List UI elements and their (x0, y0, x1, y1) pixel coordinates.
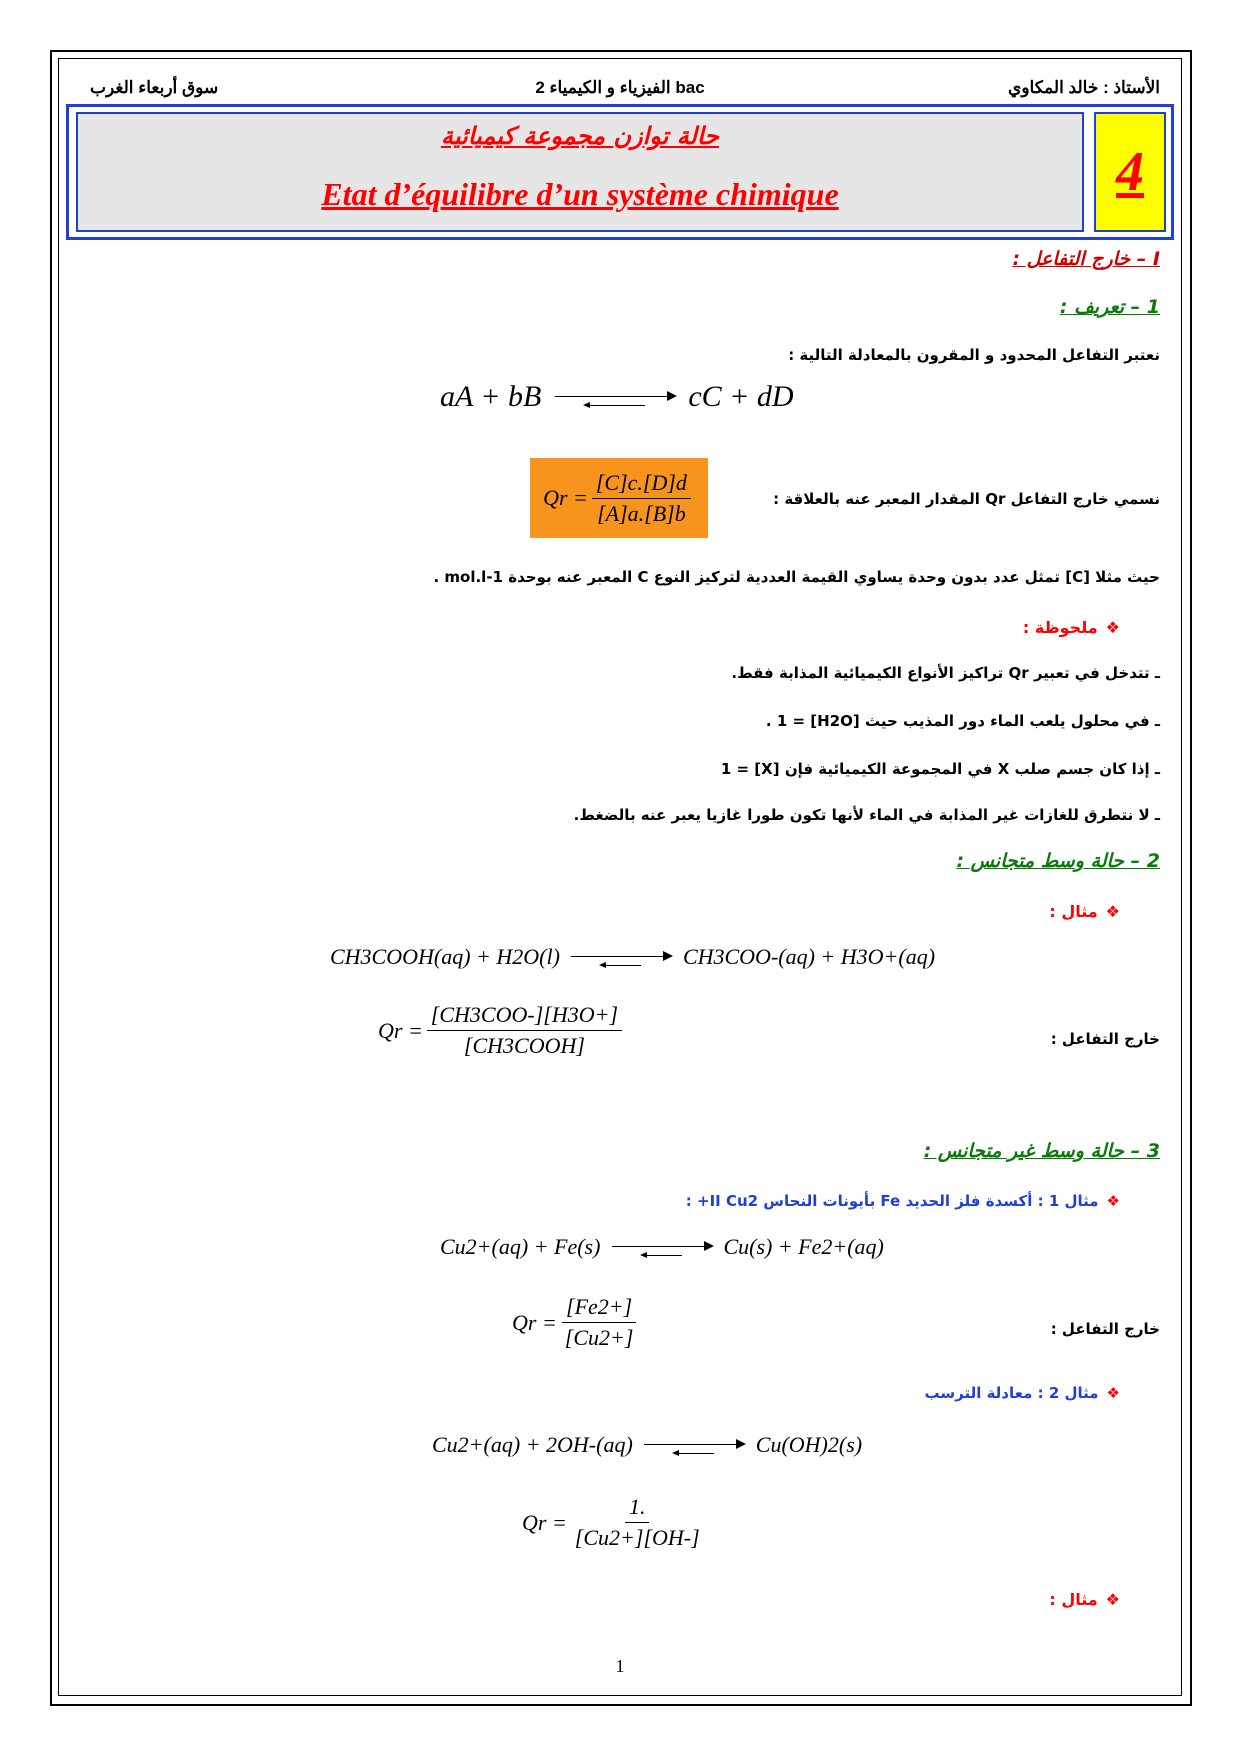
school-name: سوق أربعاء الغرب (90, 78, 219, 97)
general-equation-rhs: cC + dD (688, 380, 794, 413)
title-arabic: حالة توازن مجموعة كيميائية (440, 122, 720, 150)
qr-label: خارج التفاعل : (1050, 1320, 1160, 1338)
acetic-qr-lhs: Qr = (378, 1017, 423, 1043)
equilibrium-arrow-icon (555, 389, 675, 409)
acetic-qr-denominator: [CH3COOH] (463, 1033, 585, 1058)
iron-qr-denominator: [Cu2+] (564, 1325, 634, 1350)
precipitation-qr-denominator: [Cu2+][OH-] (574, 1525, 700, 1550)
title-french: Etat d’équilibre d’un système chimique (321, 176, 839, 212)
acetic-equation-rhs: CH3COO-(aq) + H3O+(aq) (682, 944, 936, 969)
lesson-number: 4 (1116, 141, 1144, 203)
precipitation-qr-lhs: Qr = (522, 1509, 567, 1535)
subject-level: الفيزياء و الكيمياء 2 bac (535, 78, 705, 97)
iron-qr-fraction (561, 1294, 638, 1351)
acetic-equation-lhs: CH3COOH(aq) + H2O(l) (330, 944, 560, 969)
note-item: ـ إذا كان جسم صلب X في المجموعة الكيميائية فإن [X] = 1 (720, 760, 1160, 778)
precipitation-equation (432, 1432, 862, 1458)
page-number: 1 (615, 1656, 625, 1676)
diamond-bullet-icon: ❖ (1105, 618, 1120, 637)
iron-qr-formula (512, 1294, 641, 1351)
diamond-bullet-icon: ❖ (1105, 902, 1120, 921)
note-item: ـ لا نتطرق للغازات غير المذابة في الماء لأنها تكون طورا غازيا يعبر عنه بالضغط. (573, 806, 1160, 824)
qr-formula-denominator: [A]a.[B]b (597, 500, 686, 526)
intro-text: نعتبر التفاعل المحدود و المقرون بالمعادلة التالية : (788, 346, 1160, 364)
qr-definition-text: نسمي خارج التفاعل Qr المقدار المعبر عنه بالعلاقة : (773, 490, 1160, 508)
equilibrium-arrow-icon (644, 1437, 744, 1457)
iron-equation-lhs: Cu2+(aq) + Fe(s) (440, 1234, 601, 1259)
subsection-heading-homogeneous: 2 – حالة وسط متجانس : (956, 850, 1160, 872)
note-item: ـ في محلول يلعب الماء دور المذيب حيث [H2O] = 1 . (765, 712, 1160, 730)
general-equation-lhs: aA + bB (440, 380, 542, 413)
acetic-qr-formula (378, 1002, 626, 1059)
diamond-bullet-icon: ❖ (1106, 1192, 1120, 1210)
example3-heading: ❖مثال : (1049, 1590, 1120, 1609)
example-heading: ❖مثال : (1049, 902, 1120, 921)
section-heading-reaction-quotient: I – خارج التفاعل : (1012, 248, 1160, 270)
subsection-heading-definition: 1 – تعريف : (1059, 296, 1160, 318)
qr-formula-fraction (592, 470, 691, 527)
qr-label: خارج التفاعل : (1050, 1030, 1160, 1048)
subsection-heading-heterogeneous: 3 – حالة وسط غير متجانس : (923, 1140, 1160, 1162)
equilibrium-arrow-icon (612, 1239, 712, 1259)
note-item: ـ تتدخل في تعبير Qr تراكيز الأنواع الكيميائية المذابة فقط. (731, 664, 1160, 682)
teacher-name: الأستاذ : خالد المكاوي (1008, 78, 1160, 97)
iron-qr-numerator: [Fe2+] (562, 1294, 636, 1323)
qr-formula-box (530, 458, 708, 538)
iron-equation-rhs: Cu(s) + Fe2+(aq) (723, 1234, 884, 1259)
lesson-number-box (1094, 112, 1166, 232)
diamond-bullet-icon: ❖ (1105, 1590, 1120, 1609)
precipitation-qr-fraction (571, 1494, 704, 1551)
concentration-text: حيث مثلا [C] تمثل عدد بدون وحدة يساوي القيمة العددية لتركيز النوع C المعبر عنه بوحدة mol.l-1 . (433, 568, 1160, 586)
acetic-qr-fraction (427, 1002, 622, 1059)
acetic-acid-equation (330, 944, 935, 970)
acetic-qr-numerator: [CH3COO-][H3O+] (427, 1002, 622, 1031)
precipitation-equation-lhs: Cu2+(aq) + 2OH-(aq) (432, 1432, 633, 1457)
note-heading: ❖ملحوظة : (1022, 618, 1120, 637)
general-equation (440, 380, 794, 414)
precipitation-qr-numerator: 1. (625, 1494, 650, 1523)
example1-heading: ❖مثال 1 : أكسدة فلز الحديد Fe بأيونات النحاس II Cu2+ : (685, 1192, 1120, 1210)
precipitation-qr-formula (522, 1494, 708, 1551)
iron-oxidation-equation (440, 1234, 884, 1260)
diamond-bullet-icon: ❖ (1106, 1384, 1120, 1402)
qr-formula-lhs: Qr = (543, 485, 588, 510)
iron-qr-lhs: Qr = (512, 1309, 557, 1335)
equilibrium-arrow-icon (571, 949, 671, 969)
example2-heading: ❖مثال 2 : معادلة الترسب (924, 1384, 1120, 1402)
title-box (76, 112, 1084, 232)
qr-formula-numerator: [C]c.[D]d (592, 470, 691, 499)
precipitation-equation-rhs: Cu(OH)2(s) (755, 1432, 863, 1457)
